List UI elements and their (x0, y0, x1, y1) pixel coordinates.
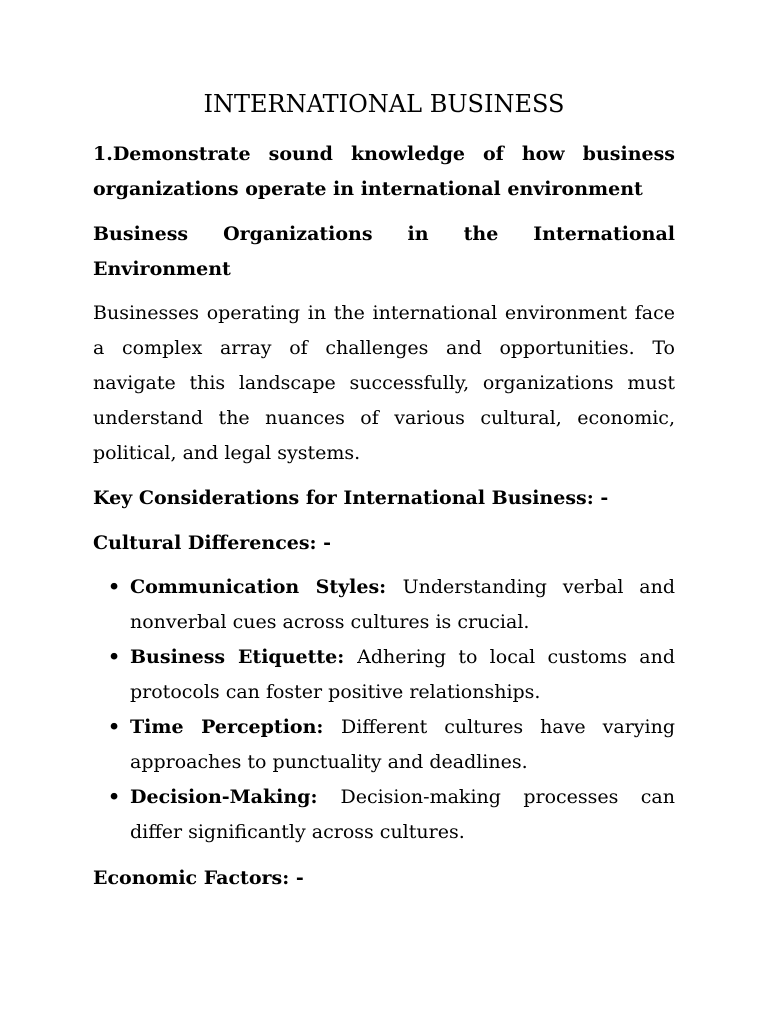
cultural-differences-list (93, 570, 675, 850)
list-item-term: Communication Styles: (130, 576, 403, 598)
intro-paragraph: Businesses operating in the international environment face a complex array of challenges and opportunities. To navigate this landscape successfully, organizations must understand the nuances of various cultural, economic, political, and legal systems. (93, 302, 675, 464)
list-item (93, 640, 675, 710)
list-item-term: Time Perception: (130, 716, 341, 738)
list-item-text: Different cultures have varying approaches to punctuality and deadlines. (130, 716, 676, 773)
section-heading: Business Organizations in the International Environment (93, 223, 675, 280)
list-item (93, 570, 675, 640)
key-considerations-heading: Key Considerations for International Business: - (93, 487, 609, 509)
document-title: INTERNATIONAL BUSINESS (203, 90, 565, 118)
question-text: 1.Demonstrate sound knowledge of how business organizations operate in international environment (93, 143, 675, 200)
list-item (93, 780, 675, 850)
bullet-icon: • (108, 716, 121, 738)
bullet-icon: • (108, 646, 121, 668)
economic-factors-heading: Economic Factors: - (93, 867, 304, 889)
list-item-term: Decision-Making: (130, 786, 341, 808)
list-item-text: Adhering to local customs and protocols can foster positive relationships. (130, 646, 675, 703)
list-item-text: Understanding verbal and nonverbal cues across cultures is crucial. (130, 576, 676, 633)
list-item-text: Decision-making processes can differ significantly across cultures. (130, 786, 675, 843)
list-item (93, 710, 675, 780)
cultural-differences-heading: Cultural Differences: - (93, 532, 332, 554)
bullet-icon: • (108, 576, 121, 598)
list-item-term: Business Etiquette: (130, 646, 358, 668)
bullet-icon: • (108, 786, 121, 808)
